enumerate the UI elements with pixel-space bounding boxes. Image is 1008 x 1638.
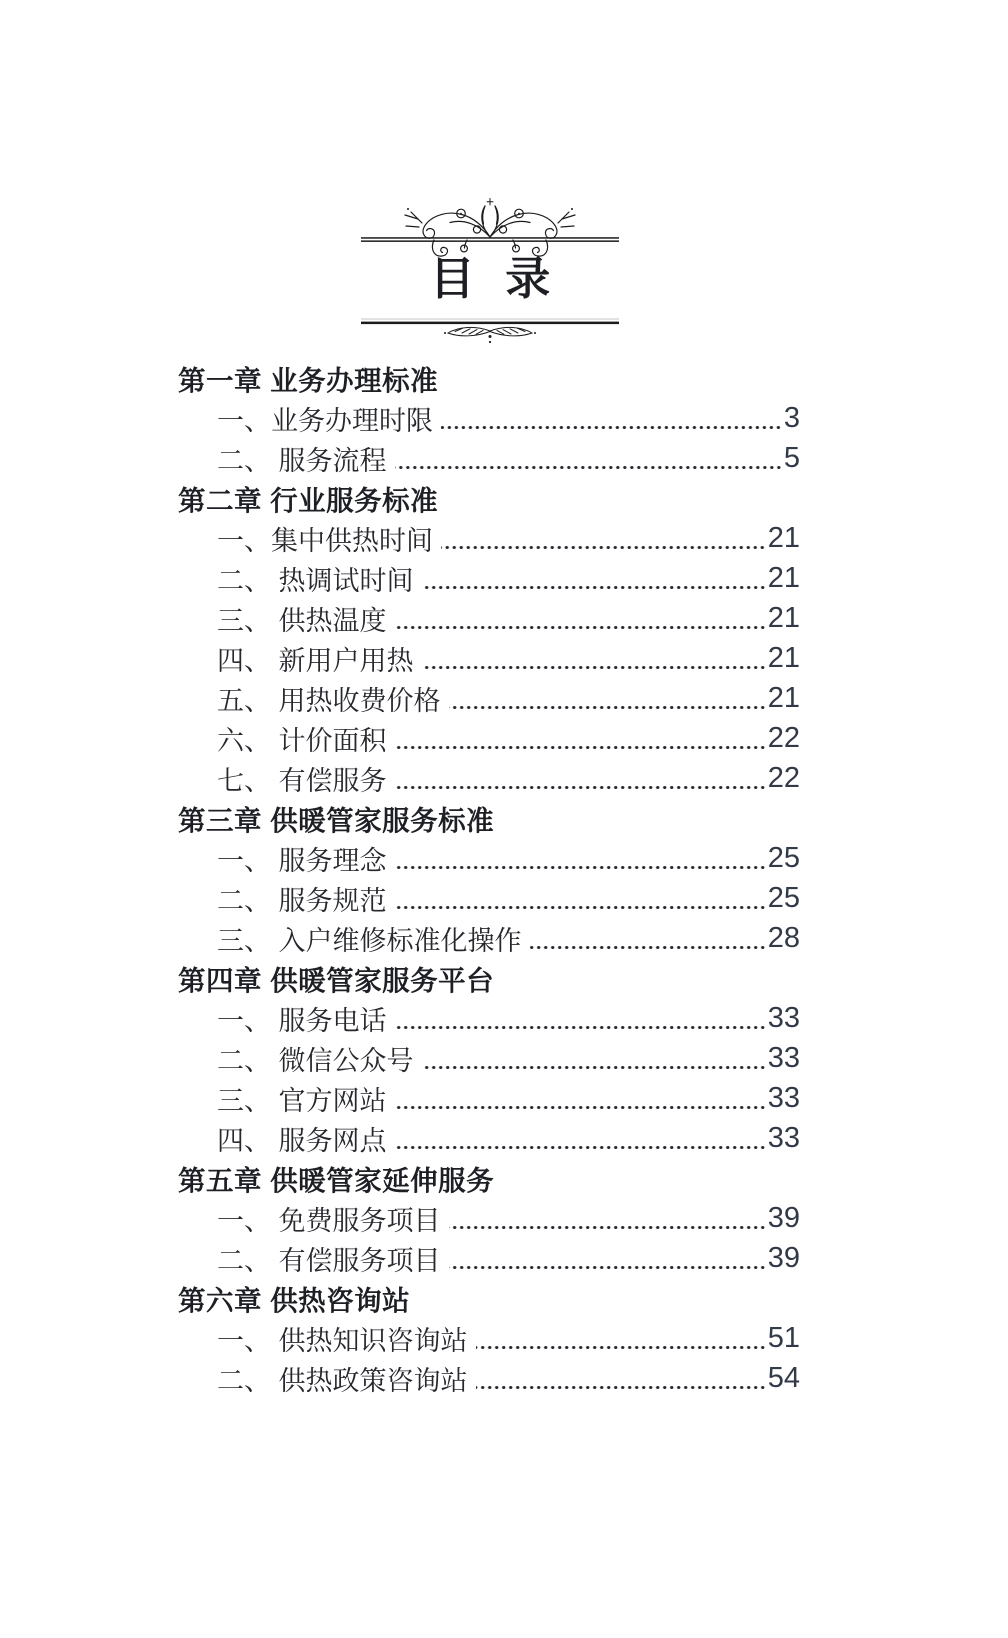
toc-entry-row: [178, 678, 800, 718]
dot-leader: [422, 586, 766, 589]
entry-page-number: 33: [767, 1041, 800, 1074]
dot-leader: [395, 906, 766, 909]
entry-label: 三、 入户维修标准化操作: [217, 925, 522, 956]
dot-leader: [441, 546, 766, 549]
entry-page-number: 21: [767, 601, 800, 634]
entry-label: 一、 免费服务项目: [217, 1205, 441, 1236]
top-flourish-ornament: [361, 197, 619, 261]
toc-entry-row: [178, 838, 800, 878]
entry-label: 一、业务办理时限: [217, 405, 433, 436]
entry-page-number: 22: [767, 761, 800, 794]
toc-entry-row: [178, 998, 800, 1038]
entry-page-number: 33: [767, 1121, 800, 1154]
dot-leader: [422, 1066, 766, 1069]
entry-label: 七、 有偿服务: [217, 765, 387, 796]
page-title: 目 录: [429, 253, 553, 304]
entry-label: 二、 微信公众号: [217, 1045, 414, 1076]
entry-label: 一、 服务理念: [217, 845, 387, 876]
dot-leader: [449, 1226, 766, 1229]
dot-leader: [422, 666, 766, 669]
entry-page-number: 39: [767, 1201, 800, 1234]
entry-label: 三、 官方网站: [217, 1085, 387, 1116]
entry-page-number: 39: [767, 1241, 800, 1274]
toc-entry-row: [178, 1238, 800, 1278]
toc-list: [178, 358, 800, 1398]
toc-entry-row: [178, 1118, 800, 1158]
toc-chapter-row: [178, 798, 800, 838]
toc-entry-row: [178, 598, 800, 638]
dot-leader: [395, 786, 766, 789]
entry-label: 六、 计价面积: [217, 725, 387, 756]
entry-page-number: 21: [767, 641, 800, 674]
entry-label: 五、 用热收费价格: [217, 685, 441, 716]
entry-label: 一、 服务电话: [217, 1005, 387, 1036]
dot-leader: [449, 1266, 766, 1269]
toc-entry-row: [178, 1038, 800, 1078]
entry-page-number: 3: [783, 401, 800, 434]
chapter-title: 第三章 供暖管家服务标准: [178, 805, 495, 836]
entry-label: 一、集中供热时间: [217, 525, 433, 556]
dot-leader: [476, 1386, 766, 1389]
chapter-title: 第一章 业务办理标准: [178, 365, 439, 396]
toc-entry-row: [178, 1198, 800, 1238]
entry-page-number: 54: [767, 1361, 800, 1394]
chapter-title: 第五章 供暖管家延伸服务: [178, 1165, 495, 1196]
dot-leader: [530, 946, 766, 949]
chapter-title: 第四章 供暖管家服务平台: [178, 965, 495, 996]
entry-page-number: 28: [767, 921, 800, 954]
entry-label: 二、 供热政策咨询站: [217, 1365, 468, 1396]
entry-label: 四、 服务网点: [217, 1125, 387, 1156]
toc-entry-row: [178, 1318, 800, 1358]
toc-entry-row: [178, 438, 800, 478]
entry-page-number: 21: [767, 561, 800, 594]
entry-label: 二、 热调试时间: [217, 565, 414, 596]
dot-leader: [395, 466, 782, 469]
dot-leader: [476, 1346, 766, 1349]
toc-entry-row: [178, 1078, 800, 1118]
entry-label: 二、 服务流程: [217, 445, 387, 476]
toc-entry-row: [178, 398, 800, 438]
dot-leader: [395, 1106, 766, 1109]
toc-entry-row: [178, 558, 800, 598]
toc-entry-row: [178, 718, 800, 758]
toc-entry-row: [178, 518, 800, 558]
dot-leader: [395, 1146, 766, 1149]
entry-label: 四、 新用户用热: [217, 645, 414, 676]
dot-leader: [395, 866, 766, 869]
entry-label: 二、 有偿服务项目: [217, 1245, 441, 1276]
entry-label: 二、 服务规范: [217, 885, 387, 916]
toc-entry-row: [178, 918, 800, 958]
toc-chapter-row: [178, 958, 800, 998]
chapter-title: 第二章 行业服务标准: [178, 485, 439, 516]
entry-page-number: 21: [767, 521, 800, 554]
entry-page-number: 21: [767, 681, 800, 714]
dot-leader: [441, 426, 782, 429]
entry-page-number: 25: [767, 841, 800, 874]
dot-leader: [395, 746, 766, 749]
entry-page-number: 33: [767, 1001, 800, 1034]
toc-chapter-row: [178, 478, 800, 518]
entry-page-number: 33: [767, 1081, 800, 1114]
chapter-title: 第六章 供热咨询站: [178, 1285, 411, 1316]
entry-label: 三、 供热温度: [217, 605, 387, 636]
toc-chapter-row: [178, 358, 800, 398]
dot-leader: [449, 706, 766, 709]
dot-leader: [395, 626, 766, 629]
toc-entry-row: [178, 638, 800, 678]
dot-leader: [395, 1026, 766, 1029]
toc-chapter-row: [178, 1278, 800, 1318]
toc-entry-row: [178, 758, 800, 798]
entry-label: 一、 供热知识咨询站: [217, 1325, 468, 1356]
bottom-rule-ornament: [361, 317, 619, 347]
entry-page-number: 51: [767, 1321, 800, 1354]
entry-page-number: 5: [783, 441, 800, 474]
toc-chapter-row: [178, 1158, 800, 1198]
entry-page-number: 25: [767, 881, 800, 914]
entry-page-number: 22: [767, 721, 800, 754]
toc-entry-row: [178, 878, 800, 918]
toc-entry-row: [178, 1358, 800, 1398]
